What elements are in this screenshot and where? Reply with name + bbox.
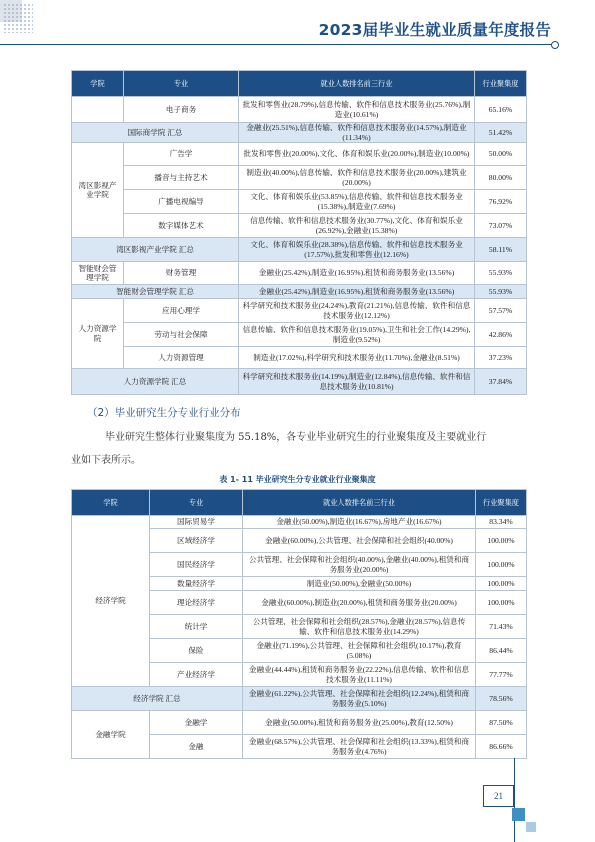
major-cell: 区域经济学 [150,529,243,553]
major-cell: 国际贸易学 [150,516,243,529]
table-row [72,166,527,190]
major-cell: 产业经济学 [150,663,243,687]
header-rule-endpoint [551,41,559,49]
concentration-cell: 78.56% [476,687,527,711]
table-row [72,214,527,238]
header-dot-pattern [3,3,33,33]
header-rule [0,44,555,45]
major-cell: 广播电视编导 [124,190,239,214]
summary-row [72,238,527,262]
table-row [72,711,527,735]
table-row [72,323,527,347]
concentration-cell: 42.86% [475,323,527,347]
industries-cell: 制造业(17.02%),科学研究和技术服务业(11.70%),金融业(8.51%) [239,347,475,369]
concentration-cell: 100.00% [476,529,527,553]
major-cell: 广告学 [124,143,239,166]
concentration-cell: 51.42% [475,123,527,143]
major-cell: 国民经济学 [150,553,243,577]
col-header-major: 专业 [150,490,243,516]
college-cell: 经济学院 [72,516,150,687]
college-cell: 湾区影视产业学院 [72,143,124,238]
page-number: 21 [483,785,514,807]
col-header-college: 学院 [72,490,150,516]
summary-row [72,687,527,711]
table-row [72,262,527,285]
industries-cell: 金融业(44.44%),租赁和商务服务业(22.22%),信息传输、软件和信息技术服务业(11.11%) [243,663,476,687]
industries-cell: 制造业(50.00%),金融业(50.00%) [243,577,476,591]
industries-cell: 金融业(60.00%),公共管理、社会保障和社会组织(40.00%) [243,529,476,553]
summary-row [72,285,527,299]
industries-cell: 金融业(25.42%),制造业(16.95%),租赁和商务服务业(13.56%) [239,285,475,299]
summary-row [72,369,527,395]
concentration-cell: 55.93% [475,262,527,285]
concentration-cell: 50.00% [475,143,527,166]
col-header-college: 学院 [72,71,124,97]
college-cell: 人力资源学院 [72,299,124,369]
concentration-cell: 57.57% [475,299,527,323]
table-row [72,97,527,123]
industries-cell: 金融业(60.00%),制造业(20.00%),租赁和商务服务业(20.00%) [243,591,476,615]
concentration-cell: 58.11% [475,238,527,262]
postgrad-industry-table [71,489,527,759]
industries-cell: 公共管理、社会保障和社会组织(40.00%),金融业(40.00%),租赁和商务服务业(20.00%) [243,553,476,577]
major-cell: 劳动与社会保障 [124,323,239,347]
major-cell: 理论经济学 [150,591,243,615]
college-cell [72,97,124,123]
major-cell: 人力资源管理 [124,347,239,369]
concentration-cell: 65.16% [475,97,527,123]
summary-row [72,123,527,143]
col-header-major: 专业 [124,71,239,97]
industries-cell: 批发和零售业(28.79%),信息传输、软件和信息技术服务业(25.76%),制造业(10.61%) [239,97,475,123]
industries-cell: 金融业(61.22%),公共管理、社会保障和社会组织(12.24%),租赁和商务服务业(5.10%) [243,687,476,711]
industries-cell: 信息传输、软件和信息技术服务业(19.05%),卫生和社会工作(14.29%),制造业(9.52%) [239,323,475,347]
concentration-cell: 76.92% [475,190,527,214]
report-title: 2023届毕业生就业质量年度报告 [318,21,551,39]
major-cell: 数字媒体艺术 [124,214,239,238]
concentration-cell: 71.43% [476,615,527,639]
body-paragraph-line-1: 毕业研究生整体行业聚集度为 55.18%，各专业毕业研究生的行业聚集度及主要就业行 [105,432,487,443]
footer-rule [514,758,515,842]
concentration-cell: 87.50% [476,711,527,735]
industries-cell: 金融业(25.42%),制造业(16.95%),租赁和商务服务业(13.56%) [239,262,475,285]
concentration-cell: 83.34% [476,516,527,529]
industries-cell: 文化、体育和娱乐业(53.85%),信息传输、软件和信息技术服务业(15.38%),制造业(7.69%) [239,190,475,214]
concentration-cell: 73.07% [475,214,527,238]
major-cell: 财务管理 [124,262,239,285]
table-row [72,516,527,529]
col-header-industries: 就业人数排名前三行业 [239,71,475,97]
industries-cell: 科学研究和技术服务业(24.24%),教育(21.21%),信息传输、软件和信息技术服务业(12.12%) [239,299,475,323]
major-cell: 金融 [150,735,243,759]
table-caption: 表 1- 11 毕业研究生分专业就业行业聚集度 [219,475,376,484]
undergrad-industry-table [71,70,527,395]
table-header-row [72,71,527,97]
summary-label: 智能财会管理学院 汇总 [72,285,239,299]
summary-label: 人力资源学院 汇总 [72,369,239,395]
industries-cell: 金融业(68.57%),公共管理、社会保障和社会组织(13.33%),租赁和商务服务业(4.76%) [243,735,476,759]
summary-label: 国际商学院 汇总 [72,123,239,143]
table-row [72,190,527,214]
industries-cell: 金融业(50.00%),租赁和商务服务业(25.00%),教育(12.50%) [243,711,476,735]
concentration-cell: 55.93% [475,285,527,299]
col-header-concentration: 行业聚集度 [475,71,527,97]
table-row [72,143,527,166]
major-cell: 电子商务 [124,97,239,123]
major-cell: 金融学 [150,711,243,735]
industries-cell: 制造业(40.00%),信息传输、软件和信息技术服务业(20.00%),建筑业(20.00%) [239,166,475,190]
concentration-cell: 100.00% [476,591,527,615]
footer-square-decoration [512,808,525,821]
table-row [72,347,527,369]
industries-cell: 金融业(71.19%),公共管理、社会保障和社会组织(10.17%),教育(5.08%) [243,639,476,663]
major-cell: 播音与主持艺术 [124,166,239,190]
major-cell: 数量经济学 [150,577,243,591]
industries-cell: 科学研究和技术服务业(14.19%),制造业(12.84%),信息传输、软件和信息技术服务业(10.81%) [239,369,475,395]
col-header-concentration: 行业聚集度 [476,490,527,516]
concentration-cell: 80.00% [475,166,527,190]
industries-cell: 金融业(50.00%),制造业(16.67%),房地产业(16.67%) [243,516,476,529]
concentration-cell: 100.00% [476,553,527,577]
major-cell: 统计学 [150,615,243,639]
college-cell: 金融学院 [72,711,150,759]
college-cell: 智能财会管理学院 [72,262,124,285]
major-cell: 保险 [150,639,243,663]
concentration-cell: 86.44% [476,639,527,663]
section-heading: （2）毕业研究生分专业行业分布 [87,407,241,419]
major-cell: 应用心理学 [124,299,239,323]
industries-cell: 文化、体育和娱乐业(28.38%),信息传输、软件和信息技术服务业(17.57%),批发和零售业(12.16%) [239,238,475,262]
table-row [72,299,527,323]
body-paragraph-line-2: 业如下表所示。 [71,455,141,466]
summary-label: 经济学院 汇总 [72,687,243,711]
concentration-cell: 100.00% [476,577,527,591]
industries-cell: 信息传输、软件和信息技术服务业(30.77%),文化、体育和娱乐业(26.92%),金融业(15.38%) [239,214,475,238]
footer-square-decoration-light [526,822,536,832]
industries-cell: 批发和零售业(20.00%),文化、体育和娱乐业(20.00%),制造业(10.00%) [239,143,475,166]
col-header-industries: 就业人数排名前三行业 [243,490,476,516]
concentration-cell: 37.84% [475,369,527,395]
concentration-cell: 86.66% [476,735,527,759]
concentration-cell: 77.77% [476,663,527,687]
industries-cell: 金融业(25.51%),信息传输、软件和信息技术服务业(14.57%),制造业(11.34%) [239,123,475,143]
table-header-row [72,490,527,516]
industries-cell: 公共管理、社会保障和社会组织(28.57%),金融业(28.57%),信息传输、软件和信息技术服务业(14.29%) [243,615,476,639]
summary-label: 湾区影视产业学院 汇总 [72,238,239,262]
concentration-cell: 37.23% [475,347,527,369]
